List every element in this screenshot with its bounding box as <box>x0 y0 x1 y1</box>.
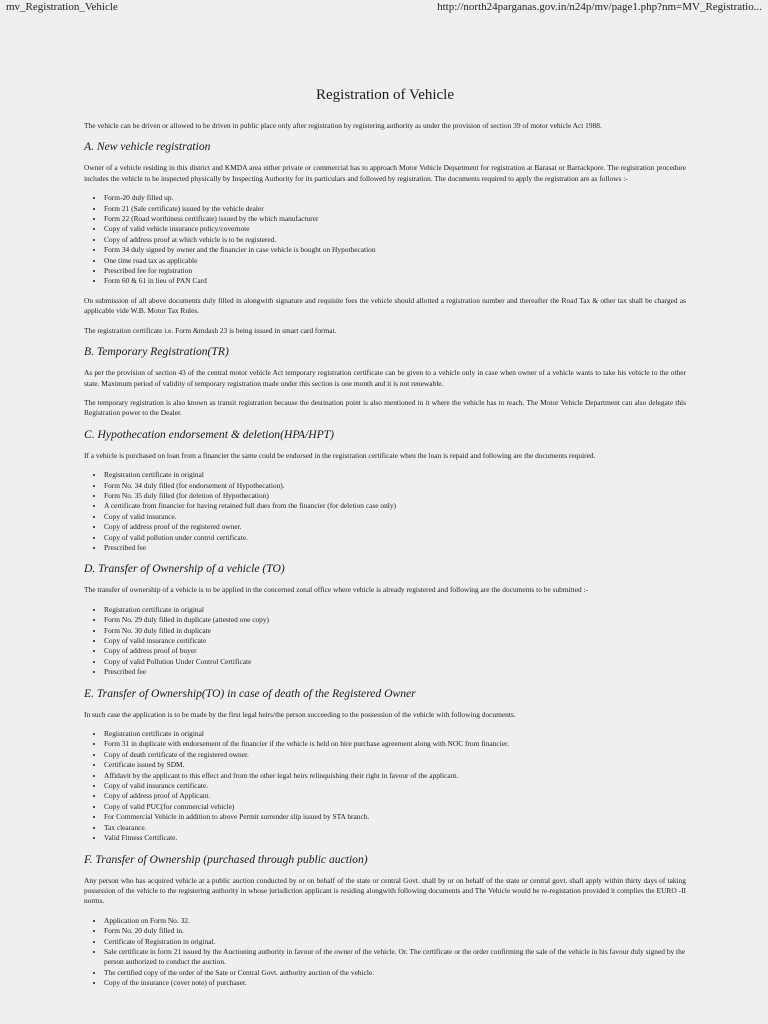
list-item: • Form 31 in duplicate with endorsement of the financier if the vehicle is held on hire purchase agreement along with NOC from financier. <box>104 739 686 749</box>
section <box>84 140 686 336</box>
section-heading: B. Temporary Registration(TR) <box>84 345 229 359</box>
list-item: • Valid Fitness Certificate. <box>104 833 686 843</box>
list-item: • Form 60 & 61 in lieu of PAN Card <box>104 276 686 286</box>
section-heading: C. Hypothecation endorsement & deletion(HPA/HPT) <box>84 427 334 441</box>
document-list <box>84 605 686 678</box>
list-item: • Form-20 duly filled up. <box>104 193 686 203</box>
section-heading: A. New vehicle registration <box>84 140 211 154</box>
section-paragraph: If a vehicle is purchased on loan from a financier the same could be endorsed in the registration certificate when the loan is repaid and following are the documents required. <box>84 450 596 460</box>
print-header-title: mv_Registration_Vehicle <box>6 1 118 13</box>
section-paragraph: The registration certificate i.e. Form &mdash 23 is being issued in smart card format. <box>84 325 337 335</box>
document-list <box>84 193 686 287</box>
list-item: • Certificate of Registration in original. <box>104 937 686 947</box>
section <box>84 345 686 419</box>
section-paragraph: In such case the application is to be made by the first legal heirs/the person succeeding to the possession of the vehicle with following documents. <box>84 709 516 719</box>
print-header <box>0 0 768 16</box>
section <box>84 562 686 677</box>
list-item: • A certificate from financier for having retained full dues from the financier (for deletion case only) <box>104 501 686 511</box>
list-item: • Form 22 (Road worthiness certificate) issued by the which manufacturer <box>104 214 686 224</box>
list-item: • One time road tax as applicable <box>104 256 686 266</box>
list-item: • For Commercial Vehicle in addition to above Permit surrender slip issued by STA branch. <box>104 812 686 822</box>
page-title: Registration of Vehicle <box>315 87 455 103</box>
section-paragraph: Owner of a vehicle residing in this district and KMDA area either private or commercial has to approach Motor Vehicle Department for registration at Barasat or Barrackpore. The registration procedure includes the vehicle to be inspected physically by Inspecting Authority for its particulars and followed by registration. The documents required to apply the registration are as follows :- <box>84 163 686 183</box>
section <box>84 428 686 554</box>
list-item: • Copy of valid insurance. <box>104 512 686 522</box>
list-item: • Prescribed fee <box>104 667 686 677</box>
section-paragraph: The transfer of ownership of a vehicle is to be applied in the concerned zonal office where vehicle is already registered and following are the documents to be submitted :- <box>84 585 589 595</box>
print-header-url[interactable]: http://north24parganas.gov.in/n24p/mv/page1.php?nm=MV_Registratio... <box>437 1 762 13</box>
section-paragraph: Any person who has acquired vehicle at a public auction conducted by or on behalf of the state or central Govt. shall by or on behalf of the state or central govt. shall apply within thirty days of taking possession of the vehicle to the registering authority in whose jurisdiction applicant is residing alongwith following documents and The Vehicle would be re-registation provided it complies the EURO -II norms. <box>84 875 686 906</box>
section-paragraph: On submission of all above documents duly filled in alongwith signature and requisite fees the vehicle should allotted a registration number and thereafter the Road Tax & other tax shall be charged as applicable vide W.B. Motor Tax Rules. <box>84 295 686 316</box>
list-item: • Certificate issued by SDM. <box>104 760 686 770</box>
list-item: • Application on Form No. 32. <box>104 916 686 926</box>
list-item: • Form No. 35 duly filled (for deletion of Hypothecation) <box>104 491 686 501</box>
list-item: • Sale certificate in form 21 issued by the Auctioning authority in favour of the owner of the vehicle. Or. The certificate or the order confirming the sale of the vehicle in his favour duly signed by the person authorized to conduct the auction. <box>104 947 686 968</box>
sections-container <box>84 140 686 988</box>
section <box>84 853 686 989</box>
list-item: • Copy of address proof of buyer <box>104 646 686 656</box>
list-item: • Copy of valid insurance certificate <box>104 636 686 646</box>
section-paragraph: As per the provision of section 43 of the central motor vehicle Act temporary registration certificate can be given to a vehicle only in case when owner of a vehicle wants to take his vehicle to the other state. Maximum period of validity of temporary registration made under this section is one month and it is not renewable. <box>84 368 686 388</box>
list-item: • Form No. 20 duly filled in. <box>104 926 686 936</box>
list-item: • Copy of the insurance (cover note) of purchaser. <box>104 978 686 988</box>
section-heading: D. Transfer of Ownership of a vehicle (TO) <box>84 562 285 576</box>
list-item: • Copy of address proof of Applicant. <box>104 791 686 801</box>
list-item: • Copy of valid Pollution Under Control Certificate <box>104 657 686 667</box>
list-item: • The certified copy of the order of the Sate or Central Govt. authority auction of the vehicle. <box>104 968 686 978</box>
document-body <box>84 86 686 998</box>
document-list <box>84 470 686 553</box>
list-item: • Copy of death certificate of the registered owner. <box>104 750 686 760</box>
list-item: • Prescribed fee <box>104 543 686 553</box>
list-item: • Copy of address proof of the registered owner. <box>104 522 686 532</box>
list-item: • Copy of valid insurance certificate. <box>104 781 686 791</box>
document-list <box>84 729 686 843</box>
list-item: • Form 34 duly signed by owner and the financier in case vehicle is bought on Hypothecation <box>104 245 686 255</box>
document-list <box>84 916 686 989</box>
list-item: • Form No. 30 duly filled in duplicate <box>104 626 686 636</box>
list-item: • Registration certificate in original <box>104 729 686 739</box>
section-paragraph: The temporary registration is also known as transit registration because the destination point is also mentioned in it where the vehicle has to reach. The Motor Vehicle Department can also delegate this Registration power to the Dealer. <box>84 397 686 418</box>
list-item: • Copy of valid vehicle insurance policy/covernote <box>104 224 686 234</box>
list-item: • Form 21 (Sale certificate) issued by the vehicle dealer <box>104 204 686 214</box>
section-heading: E. Transfer of Ownership(TO) in case of death of the Registered Owner <box>84 686 416 700</box>
list-item: • Registration certificate in original <box>104 470 686 480</box>
list-item: • Registration certificate in original <box>104 605 686 615</box>
list-item: • Affidavit by the applicant to this effect and from the other legal heirs relinquishing their right in favour of the applicant. <box>104 771 686 781</box>
list-item: • Copy of valid pollution under control certificate. <box>104 533 686 543</box>
list-item: • Form No. 29 duly filled in duplicate (attested one copy) <box>104 615 686 625</box>
list-item: • Form No. 34 duly filled (for endorsement of Hypothecation). <box>104 481 686 491</box>
section <box>84 687 686 844</box>
list-item: • Copy of address proof at which vehicle is to be registered. <box>104 235 686 245</box>
list-item: • Copy of valid PUC(for commercial vehicle) <box>104 802 686 812</box>
list-item: • Tax clearance. <box>104 823 686 833</box>
section-heading: F. Transfer of Ownership (purchased through public auction) <box>84 852 368 866</box>
intro-paragraph: The vehicle can be driven or allowed to be driven in public place only after registration by registering authority as under the provision of section 39 of motor vehicle Act 1988. <box>84 121 602 130</box>
list-item: • Prescribed fee for registration <box>104 266 686 276</box>
